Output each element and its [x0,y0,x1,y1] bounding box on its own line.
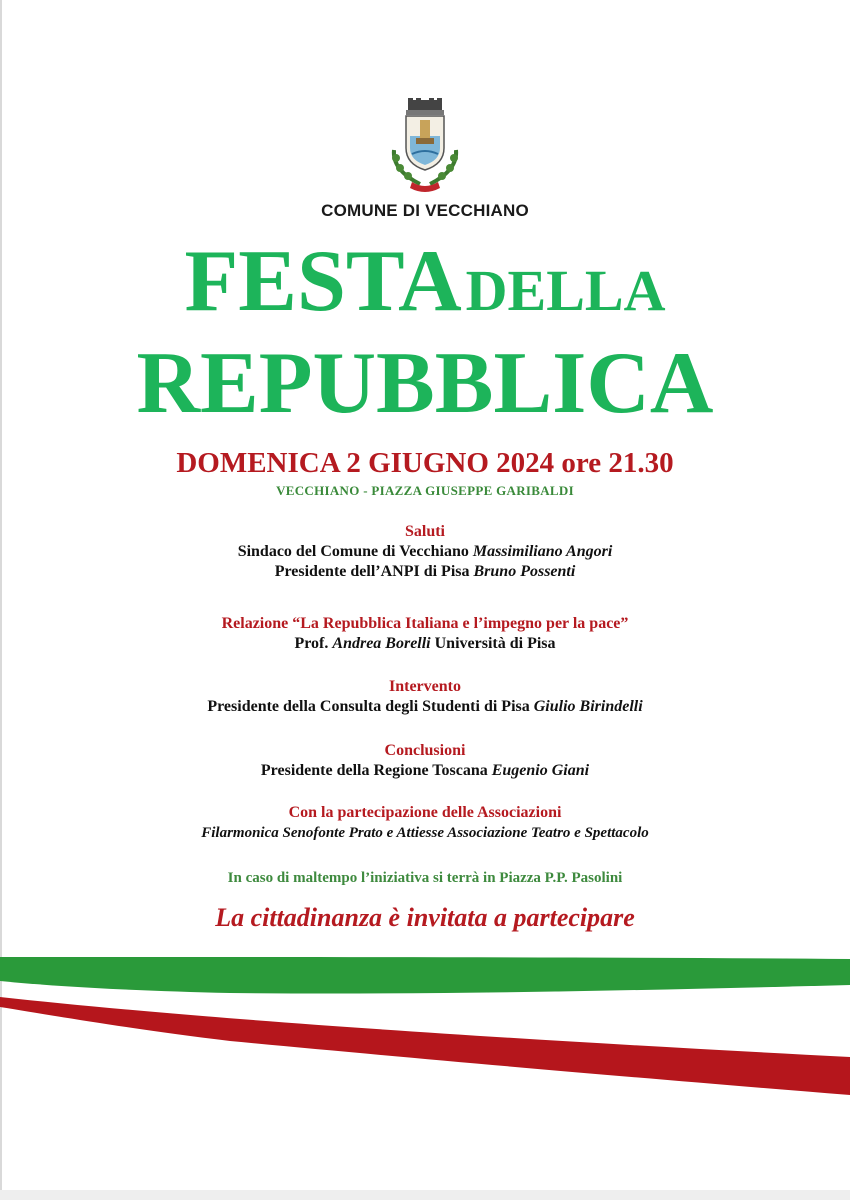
relazione-name: Andrea Borelli [332,635,431,652]
title-della: DELLA [465,258,666,323]
section-saluti [0,522,850,582]
title-repubblica: REPUBBLICA [136,335,714,432]
conclusioni-heading: Conclusioni [384,742,466,759]
section-intervento [0,677,850,717]
saluti-line-1-role: Sindaco del Comune di Vecchiano [237,543,469,560]
section-conclusioni [0,741,850,781]
event-date-time: DOMENICA 2 GIUGNO 2024 ore 21.30 [176,447,674,479]
relazione-speaker [0,634,850,654]
partecipazione-heading: Con la partecipazione delle Associazioni [288,804,562,821]
invitation-line: La cittadinanza è invitata a partecipare [215,903,635,932]
partecipazione-associations: Filarmonica Senofonte Prato e Attiesse Associazione Teatro e Spettacolo [201,825,649,841]
saluti-line-2 [0,562,850,582]
saluti-line-2-name: Bruno Possenti [473,563,576,580]
intervento-name: Giulio Birindelli [533,698,643,715]
relazione-heading: Relazione “La Repubblica Italiana e l’impegno per la pace” [221,615,629,632]
event-venue: VECCHIANO - PIAZZA GIUSEPPE GARIBALDI [276,483,574,498]
saluti-line-2-role: Presidente dell’ANPI di Pisa [274,563,470,580]
municipality-name: COMUNE DI VECCHIANO [321,201,529,220]
saluti-line-1-name: Massimiliano Angori [472,543,613,560]
red-ribbon [0,997,850,1095]
intervento-heading: Intervento [389,678,461,695]
intervento-role: Presidente della Consulta degli Studenti di Pisa [207,698,530,715]
municipal-crest-icon [386,98,464,194]
title-festa: FESTA [184,233,462,330]
conclusioni-role: Presidente della Regione Toscana [260,762,488,779]
relazione-affiliation: Università di Pisa [434,635,556,652]
tricolore-ribbon [0,945,850,1105]
saluti-line-1 [0,542,850,562]
conclusioni-name: Eugenio Giani [491,762,590,779]
conclusioni-speaker [0,761,850,781]
green-ribbon [0,957,850,994]
section-relazione [0,614,850,654]
intervento-speaker [0,697,850,717]
bad-weather-note: In caso di maltempo l’iniziativa si terrà in Piazza P.P. Pasolini [227,870,623,886]
title-line-1 [0,233,850,330]
page-bottom-edge [0,1190,850,1200]
saluti-heading: Saluti [404,523,445,540]
relazione-title: Prof. [294,635,329,652]
section-partecipazione [0,803,850,843]
